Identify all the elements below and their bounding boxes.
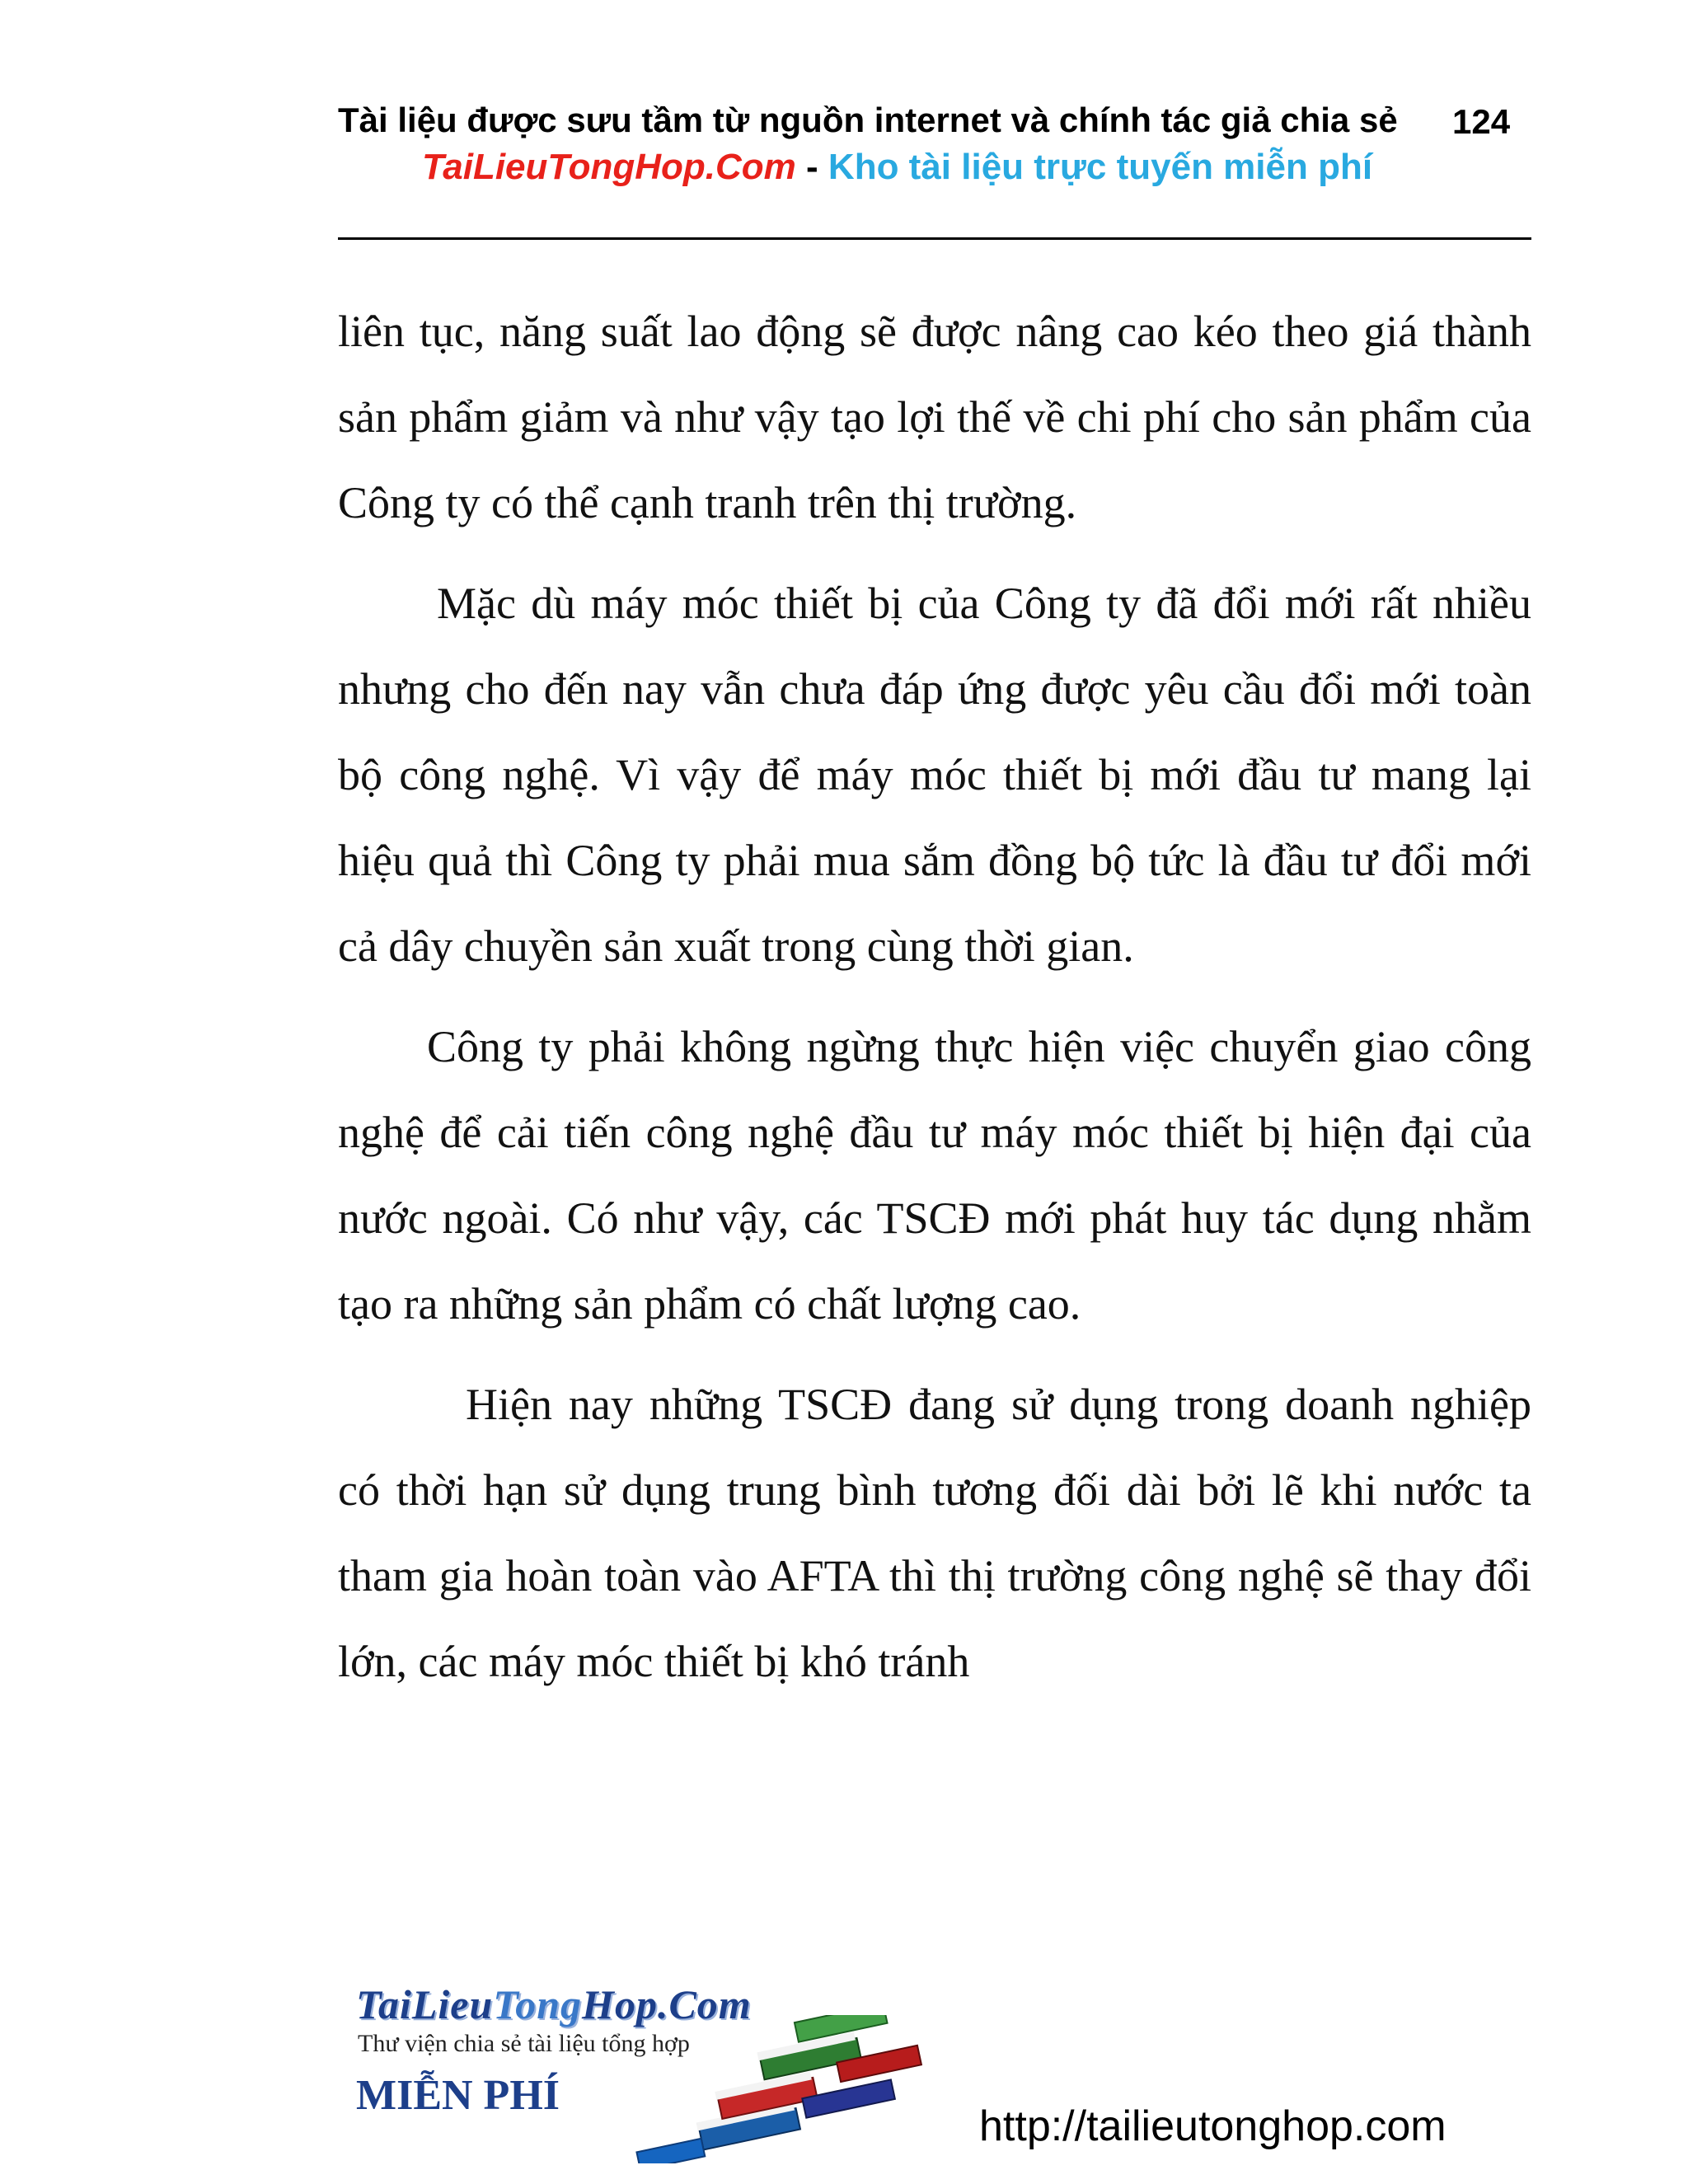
header-source-note: Tài liệu được sưu tầm từ nguồn internet và chính tác giả chia sẻ [338,101,1398,139]
header-tagline: Kho tài liệu trực tuyến miễn phí [828,147,1373,187]
logo-free-label: MIỄN PHÍ [356,2072,560,2119]
books-icon [593,2015,940,2163]
header-divider [338,237,1531,240]
body-paragraph: Mặc dù máy móc thiết bị của Công ty đã đổi mới rất nhiều nhưng cho đến nay vẫn chưa đáp ứng được yêu cầu đổi mới toàn bộ công nghệ. Vì vậy để máy móc thiết bị mới đầu tư mang lại hiệu quả thì Công ty phải mua sắm đồng bộ tức là đầu tư đổi mới cả dây chuyền sản xuất trong cùng thời gian. [338,579,1531,971]
page-number: 124 [1452,102,1511,141]
footer-url-link[interactable]: http://tailieutonghop.com [979,2102,1447,2150]
footer-logo[interactable] [346,1974,973,2163]
body-paragraph: Công ty phải không ngừng thực hiện việc chuyển giao công nghệ để cải tiến công nghệ đầu tư máy móc thiết bị hiện đại của nước ngoài. Có như vậy, các TSCĐ mới phát huy tác dụng nhằm tạo ra những sản phẩm có chất lượng cao. [338,1022,1531,1329]
header-separator: - [806,147,818,187]
logo-title-part: Hop.Com [582,1981,752,2027]
logo-subtitle: Thư viện chia sẻ tài liệu tổng hợp [358,2030,690,2057]
body-paragraph: liên tục, năng suất lao động sẽ được nâng cao kéo theo giá thành sản phẩm giảm và như vậy tạo lợi thế về chi phí cho sản phẩm của Công ty có thể cạnh tranh trên thị trường. [338,307,1531,527]
logo-title-part: TaiLieu [356,1981,494,2027]
document-body [338,288,1531,1719]
body-paragraph: Hiện nay những TSCĐ đang sử dụng trong doanh nghiệp có thời hạn sử dụng trung bình tương đối dài bởi lẽ khi nước ta tham gia hoàn toàn vào AFTA thì thị trường công nghệ sẽ thay đổi lớn, các máy móc thiết bị khó tránh [338,1380,1531,1686]
logo-title-part: Tong [493,1981,583,2027]
header-brand-line [422,147,1372,188]
header-brand-link[interactable]: TaiLieuTongHop.Com [422,147,796,187]
